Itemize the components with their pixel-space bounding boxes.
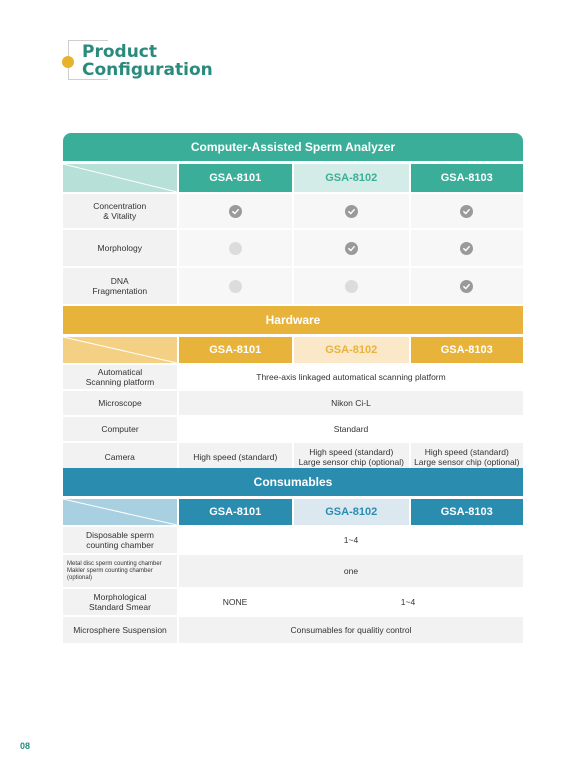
chamber-label: Disposable sperm counting chamber [63, 527, 177, 553]
feature-cell [179, 230, 293, 266]
feature-cell [411, 194, 524, 228]
microscope-label: Microscope [63, 391, 177, 415]
hardware-header-row [63, 337, 523, 363]
hardware-model-1: GSA-8101 [179, 337, 293, 363]
feature-label: DNA Fragmentation [63, 268, 177, 304]
scanning-label: Automatical Scanning platform [63, 365, 177, 389]
hardware-banner: Hardware [63, 306, 523, 334]
consumables-table [63, 468, 523, 643]
analyzer-model-2: GSA-8102 [294, 164, 409, 192]
empty-circle-icon [229, 242, 242, 255]
analyzer-header-row [63, 164, 523, 192]
feature-cell [179, 194, 293, 228]
title-line-2: Configuration [82, 60, 213, 80]
microsphere-row [63, 617, 523, 643]
metal-value: one [179, 555, 523, 587]
check-icon [460, 242, 473, 255]
diagonal-header-cell [63, 164, 177, 192]
hardware-table [63, 306, 523, 471]
feature-cell [411, 230, 524, 266]
empty-circle-icon [229, 280, 242, 293]
scanning-value: Three-axis linkaged automatical scanning platform [256, 372, 446, 382]
diagonal-header-cell [63, 337, 177, 363]
analyzer-banner: Computer-Assisted Sperm Analyzer [63, 133, 523, 161]
camera-value-2: High speed (standard) Large sensor chip (optional) [294, 443, 409, 471]
analyzer-table [63, 133, 523, 304]
feature-cell [411, 268, 524, 304]
smear-value-2: 1~4 [400, 597, 416, 607]
smear-label: Morphological Standard Smear [63, 589, 177, 615]
feature-cell [294, 268, 409, 304]
camera-row [63, 443, 523, 471]
feature-row [63, 230, 523, 266]
computer-label: Computer [63, 417, 177, 441]
microsphere-label: Microsphere Suspension [63, 617, 177, 643]
microscope-row [63, 391, 523, 415]
scanning-row [63, 365, 523, 389]
feature-cell [294, 194, 409, 228]
analyzer-model-3: GSA-8103 [411, 164, 524, 192]
hardware-model-3: GSA-8103 [411, 337, 524, 363]
computer-row [63, 417, 523, 441]
diagonal-header-cell [63, 499, 177, 525]
consumables-header-row [63, 499, 523, 525]
check-icon [460, 205, 473, 218]
camera-value-3: High speed (standard) Large sensor chip (optional) [411, 443, 524, 471]
consumables-model-1: GSA-8101 [179, 499, 293, 525]
check-icon [460, 280, 473, 293]
smear-row [63, 589, 523, 615]
feature-row [63, 194, 523, 228]
empty-circle-icon [345, 280, 358, 293]
check-icon [229, 205, 242, 218]
check-icon [345, 242, 358, 255]
metal-row [63, 555, 523, 587]
analyzer-model-1: GSA-8101 [179, 164, 293, 192]
consumables-model-2: GSA-8102 [294, 499, 409, 525]
title-bullet-dot [62, 56, 74, 68]
hardware-model-2: GSA-8102 [294, 337, 409, 363]
camera-value-1: High speed (standard) [179, 443, 293, 471]
check-icon [345, 205, 358, 218]
feature-label: Concentration & Vitality [63, 194, 177, 228]
computer-value: Standard [333, 424, 369, 434]
page-title [62, 40, 222, 84]
consumables-model-3: GSA-8103 [411, 499, 524, 525]
feature-row [63, 268, 523, 304]
smear-value-1: NONE [222, 597, 248, 607]
feature-label: Morphology [63, 230, 177, 266]
microsphere-value: Consumables for qualitiy control [179, 617, 523, 643]
chamber-value: 1~4 [343, 535, 359, 545]
page-title-text [82, 43, 213, 79]
microscope-value: Nikon Ci-L [179, 391, 523, 415]
camera-label: Camera [63, 443, 177, 471]
page-number: 08 [20, 741, 31, 751]
chamber-row [63, 527, 523, 553]
feature-cell [179, 268, 293, 304]
title-line-1: Product [82, 42, 157, 62]
metal-label: Metal disc sperm counting chamber Makler sperm counting chamber (optional) [63, 555, 177, 587]
consumables-banner: Consumables [63, 468, 523, 496]
feature-cell [294, 230, 409, 266]
